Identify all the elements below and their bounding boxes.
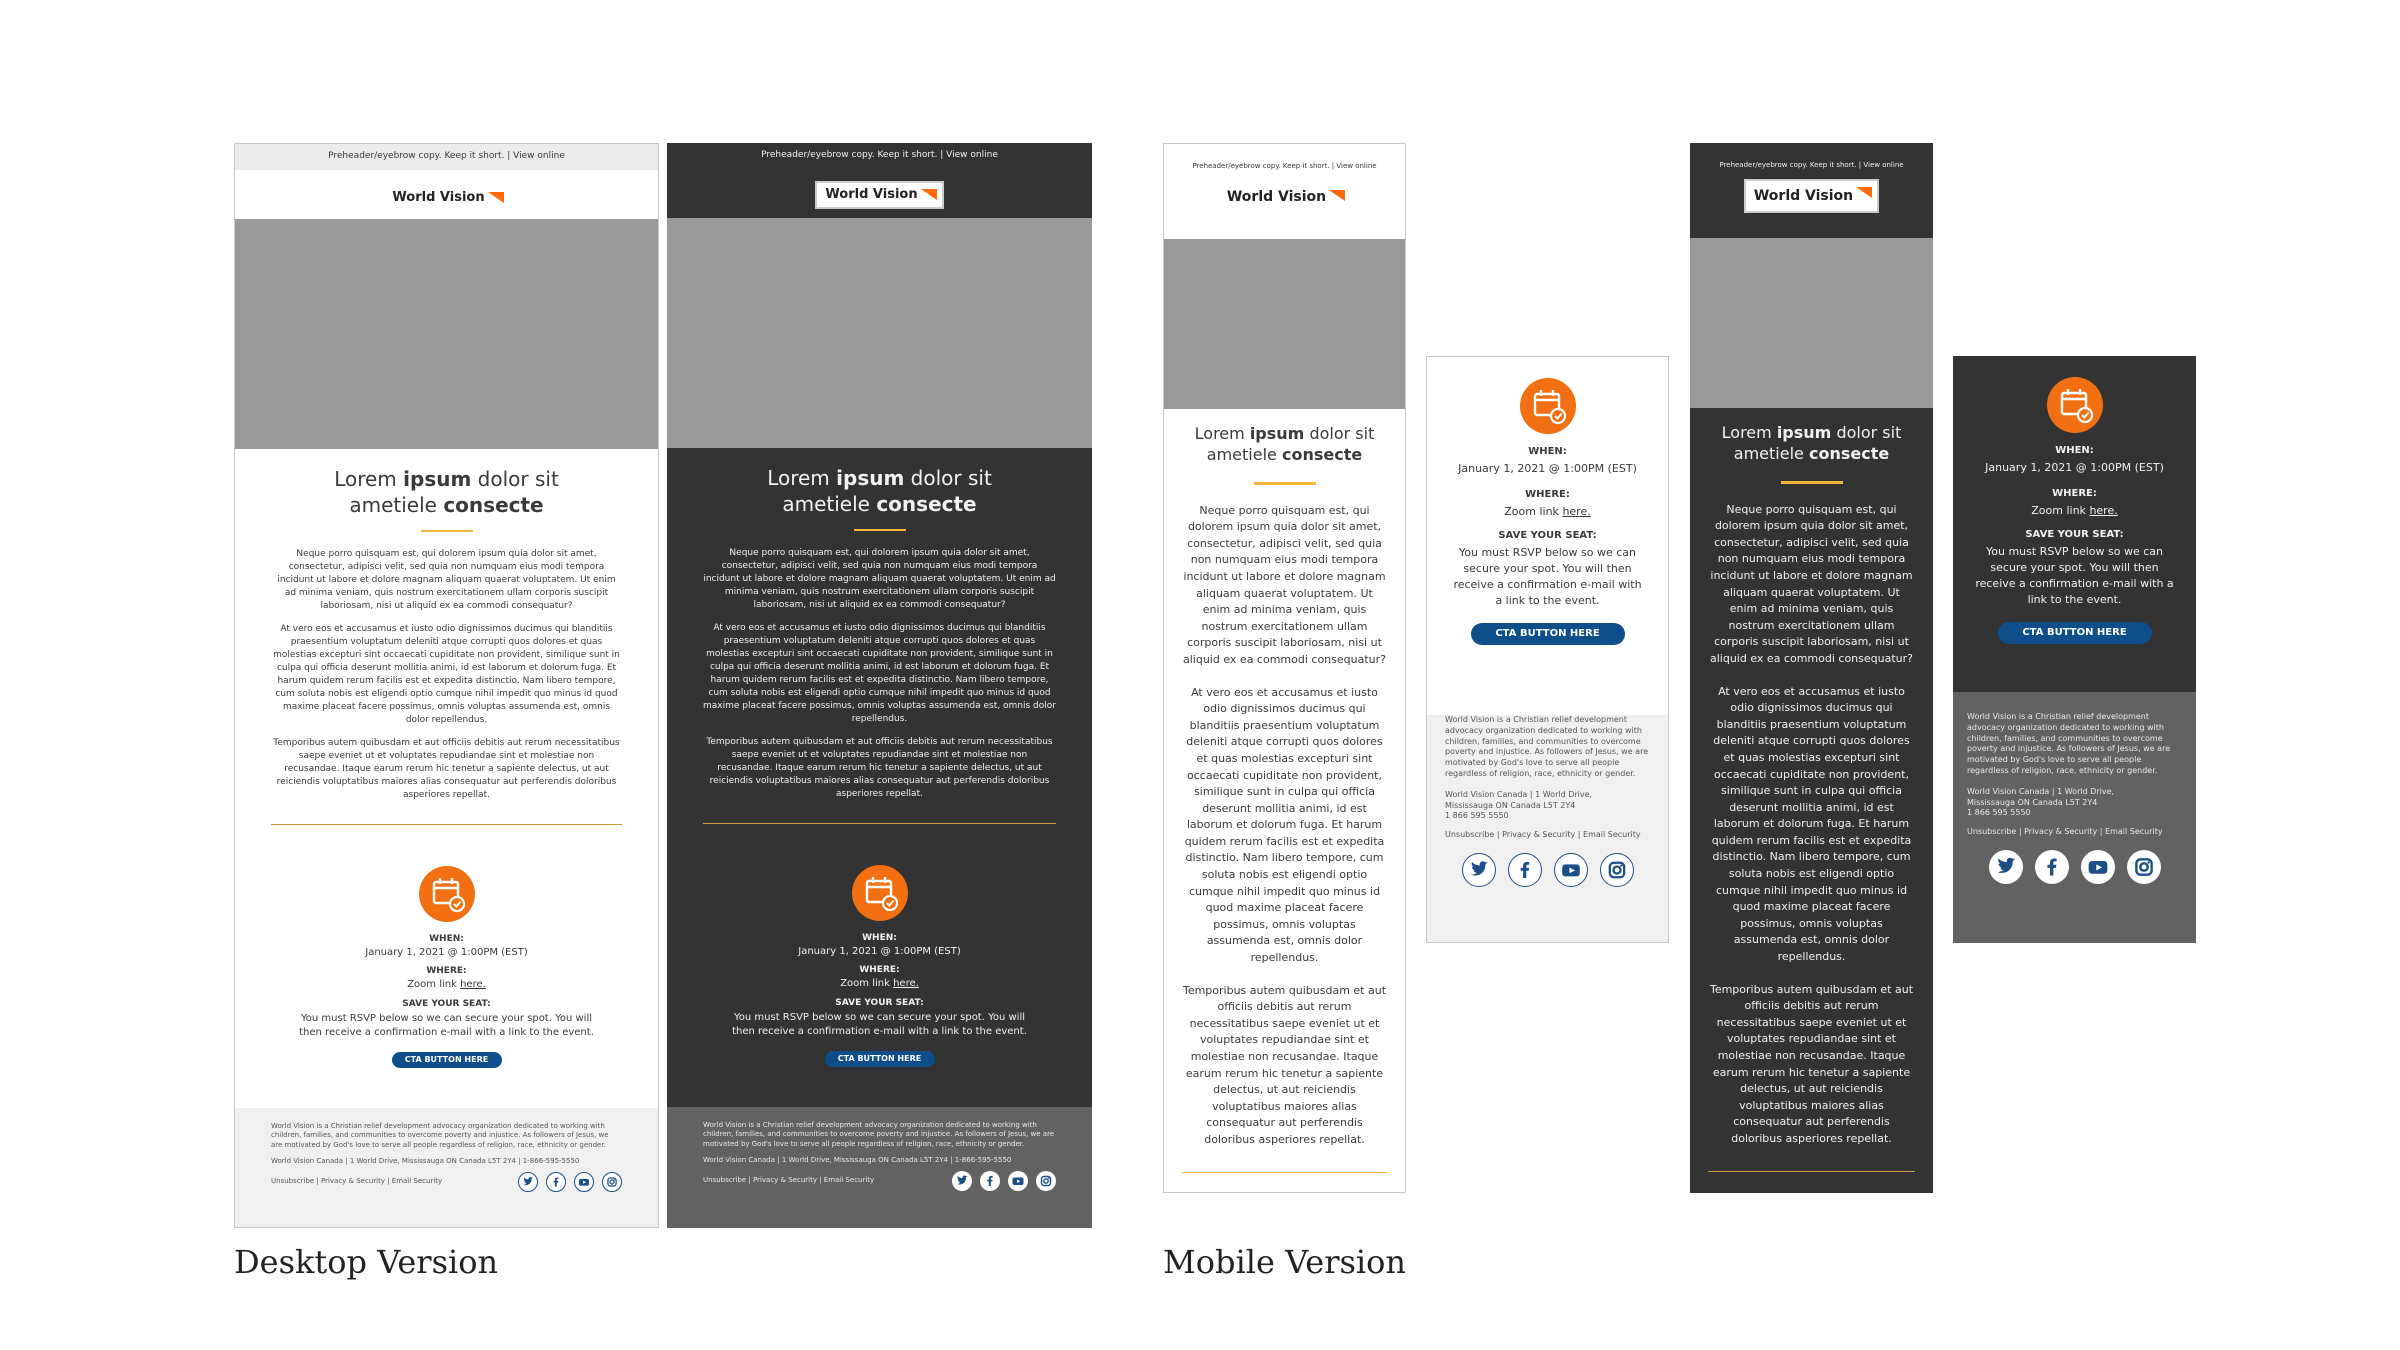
- when-label: WHEN:: [2055, 445, 2094, 456]
- save-seat-label: SAVE YOUR SEAT:: [402, 999, 491, 1009]
- email-footer: [1953, 692, 2196, 943]
- where-value: Zoom link here.: [2031, 504, 2118, 517]
- section-divider: [271, 824, 622, 825]
- footer-about: World Vision is a Christian relief development advocacy organization dedicated to working with children, families, and communities to overcome poverty and injustice. As followers of Jesus, we are motivated by God's love to serve all people regardless of religion, race, ethnicity or gender.: [271, 1122, 609, 1149]
- body-copy: Neque porro quisquam est, qui dolorem ipsum quia dolor sit amet, consectetur, adipisci velit, sed quia non numquam eius modi tempora incidunt ut labore et dolore magnam aliquam quaerat voluptatem. Ut enim ad minima veniam, quis nostrum exercitationem ullam corporis suscipit laboriosam, nisi ut aliquid ex ea commodi consequatur? At vero eos et accusamus et iusto odio dignissimos ducimus qui blanditiis praesentium voluptatum deleniti atque corrupti quos dolores et quas molestias excepturi sint occaecati cupiditate non provident, similique sunt in culpa qui officia deserunt mollitia animi, id est laborum et dolorum fuga. Et harum quidem rerum facilis est et expedita distinctio. Nam libero tempore, cum soluta nobis est eligendi optio cumque nihil impedit quo minus id quod maxime placeat facere possimus, omnis voluptas assumenda est, omnis dolor repellendus. Temporibus autem quibusdam et aut officiis debitis aut rerum necessitatibus saepe eveniet ut et voluptates repudiandae sint et molestiae non recusandae. Itaque earum rerum hic tenetur a sapiente delectus, ut aut reiciendis voluptatibus maiores alias consequatur aut perferendis doloribus asperiores repellat.: [1709, 502, 1914, 1145]
- save-seat-label: SAVE YOUR SEAT:: [1498, 530, 1597, 541]
- calendar-check-icon: [1520, 378, 1576, 434]
- cta-button[interactable]: CTA BUTTON HERE: [392, 1052, 502, 1068]
- logo-flag-icon: [1856, 187, 1872, 198]
- mobile-light-event-card: [1426, 356, 1669, 943]
- footer-about: World Vision is a Christian relief development advocacy organization dedicated to working with children, families, and communities to overcome poverty and injustice. As followers of Jesus, we are motivated by God's love to serve all people regardless of religion, race, ethnicity or gender.: [1445, 715, 1649, 778]
- preheader[interactable]: Preheader/eyebrow copy. Keep it short. | View online: [328, 151, 565, 161]
- hero-image-placeholder: [1690, 238, 1933, 408]
- world-vision-logo[interactable]: World Vision: [815, 181, 943, 209]
- twitter-icon[interactable]: [1462, 853, 1496, 887]
- facebook-icon[interactable]: [2035, 850, 2069, 884]
- hero-image-placeholder: [235, 219, 658, 449]
- save-seat-text: You must RSVP below so we can secure your spot. You will then receive a confirmation e-mail with a link to the event.: [732, 1012, 1027, 1037]
- twitter-icon[interactable]: [518, 1172, 538, 1192]
- where-value: Zoom link here.: [840, 978, 919, 989]
- footer-address-line-2: Mississauga ON Canada L5T 2Y4: [1967, 797, 2098, 807]
- mobile-dark-event-card: [1953, 356, 2196, 943]
- email-footer: [235, 1108, 658, 1228]
- footer-links[interactable]: Unsubscribe | Privacy & Security | Email Security: [1445, 830, 1641, 840]
- where-label: WHERE:: [426, 966, 467, 976]
- email-heading: Lorem ipsum dolor sit ametiele consecte: [334, 467, 559, 517]
- where-label: WHERE:: [859, 965, 900, 975]
- zoom-link[interactable]: here.: [1562, 505, 1591, 518]
- calendar-check-icon: [2047, 377, 2103, 433]
- footer-about: World Vision is a Christian relief development advocacy organization dedicated to working with children, families, and communities to overcome poverty and injustice. As followers of Jesus, we are motivated by God's love to serve all people regardless of religion, race, ethnicity or gender.: [703, 1121, 1055, 1148]
- facebook-icon[interactable]: [546, 1172, 566, 1192]
- world-vision-logo[interactable]: World Vision: [1744, 179, 1879, 213]
- world-vision-logo[interactable]: World Vision: [384, 186, 508, 210]
- instagram-icon[interactable]: [2127, 850, 2161, 884]
- email-heading: Lorem ipsum dolor sit ametiele consecte: [1194, 424, 1375, 464]
- email-footer: [1427, 715, 1668, 943]
- facebook-icon[interactable]: [1508, 853, 1542, 887]
- social-links: [1967, 850, 2182, 884]
- footer-address-line-1: World Vision Canada | 1 World Drive,: [1967, 786, 2115, 796]
- when-value: January 1, 2021 @ 1:00PM (EST): [1458, 462, 1637, 475]
- when-value: January 1, 2021 @ 1:00PM (EST): [1985, 461, 2164, 474]
- when-label: WHEN:: [862, 933, 897, 943]
- when-value: January 1, 2021 @ 1:00PM (EST): [798, 946, 961, 957]
- when-value: January 1, 2021 @ 1:00PM (EST): [365, 947, 528, 958]
- youtube-icon[interactable]: [2081, 850, 2115, 884]
- body-copy: Neque porro quisquam est, qui dolorem ipsum quia dolor sit amet, consectetur, adipisci velit, sed quia non numquam eius modi tempora incidunt ut labore et dolore magnam aliquam quaerat voluptatem. Ut enim ad minima veniam, quis nostrum exercitationem ullam corporis suscipit laboriosam, nisi ut aliquid ex ea commodi consequatur? At vero eos et accusamus et iusto odio dignissimos ducimus qui blanditiis praesentium voluptatum deleniti atque corrupti quos dolores et quas molestias excepturi sint occaecati cupiditate non provident, similique sunt in culpa qui officia deserunt mollitia animi, id est laborum et dolorum fuga. Et harum quidem rerum facilis est et expedita distinctio. Nam libero tempore, cum soluta nobis est eligendi optio cumque nihil impedit quo minus id quod maxime placeat facere possimus, omnis voluptas assumenda est, omnis dolor repellendus. Temporibus autem quibusdam et aut officiis debitis aut rerum necessitatibus saepe eveniet ut et voluptates repudiandae sint et molestiae non recusandae. Itaque earum rerum hic tenetur a sapiente delectus, ut aut reiciendis voluptatibus maiores alias consequatur aut perferendis doloribus asperiores repellat.: [1182, 503, 1387, 1146]
- footer-phone: 1 866 595 5550: [1967, 808, 2031, 818]
- logo-flag-icon: [1329, 190, 1345, 201]
- footer-links[interactable]: Unsubscribe | Privacy & Security | Email Security: [271, 1177, 443, 1186]
- footer-links[interactable]: Unsubscribe | Privacy & Security | Email Security: [703, 1176, 875, 1185]
- footer-about: World Vision is a Christian relief development advocacy organization dedicated to working with children, families, and communities to overcome poverty and injustice. As followers of Jesus, we are motivated by God's love to serve all people regardless of religion, race, ethnicity or gender.: [1967, 712, 2171, 775]
- body-copy: Neque porro quisquam est, qui dolorem ipsum quia dolor sit amet, consectetur, adipisci velit, sed quia non numquam eius modi tempora incidunt ut labore et dolore magnam aliquam quaerat voluptatem. Ut enim ad minima veniam, quis nostrum exercitationem ullam corporis suscipit laboriosam, nisi ut aliquid ex ea commodi consequatur? At vero eos et accusamus et iusto odio dignissimos ducimus qui blanditiis praesentium voluptatum deleniti atque corrupti quos dolores et quas molestias excepturi sint occaecati cupiditate non provident, similique sunt in culpa qui officia deserunt mollitia animi, id est laborum et dolorum fuga. Et harum quidem rerum facilis est et expedita distinctio. Nam libero tempore, cum soluta nobis est eligendi optio cumque nihil impedit quo minus id quod maxime placeat facere possimus, omnis voluptas assumenda est, omnis dolor repellendus. Temporibus autem quibusdam et aut officiis debitis aut rerum necessitatibus saepe eveniet ut et voluptates repudiandae sint et molestiae non recusandae. Itaque earum rerum hic tenetur a sapiente delectus, ut aut reiciendis voluptatibus maiores alias consequatur aut perferendis doloribus asperiores repellat.: [273, 549, 620, 800]
- save-seat-label: SAVE YOUR SEAT:: [835, 998, 924, 1008]
- mobile-version-caption: Mobile Version: [1163, 1243, 1407, 1281]
- youtube-icon[interactable]: [1554, 853, 1588, 887]
- logo-flag-icon: [488, 192, 504, 203]
- world-vision-logo[interactable]: World Vision: [1219, 184, 1350, 210]
- hero-image-placeholder: [667, 218, 1092, 448]
- where-label: WHERE:: [1525, 489, 1570, 500]
- preheader[interactable]: Preheader/eyebrow copy. Keep it short. | View online: [1719, 161, 1904, 169]
- footer-links[interactable]: Unsubscribe | Privacy & Security | Email Security: [1967, 827, 2163, 837]
- social-links: [1445, 853, 1650, 887]
- zoom-link[interactable]: here.: [460, 979, 486, 990]
- section-divider: [1708, 1171, 1915, 1172]
- email-heading: Lorem ipsum dolor sit ametiele consecte: [1721, 423, 1902, 463]
- section-divider: [1182, 1172, 1387, 1173]
- when-label: WHEN:: [1528, 446, 1567, 457]
- mobile-dark-email: [1690, 143, 1933, 1193]
- section-divider: [703, 823, 1056, 824]
- desktop-light-email: [234, 143, 659, 1228]
- footer-address: World Vision Canada | 1 World Drive, Mississauga ON Canada L5T 2Y4 | 1-866-595-5550: [703, 1156, 1012, 1165]
- preheader[interactable]: Preheader/eyebrow copy. Keep it short. | View online: [1192, 162, 1377, 170]
- zoom-link[interactable]: here.: [2089, 504, 2118, 517]
- twitter-icon[interactable]: [1989, 850, 2023, 884]
- youtube-icon[interactable]: [574, 1172, 594, 1192]
- save-seat-label: SAVE YOUR SEAT:: [2025, 529, 2124, 540]
- cta-button[interactable]: CTA BUTTON HERE: [1998, 622, 2152, 644]
- facebook-icon[interactable]: [980, 1171, 1000, 1191]
- cta-button[interactable]: CTA BUTTON HERE: [1471, 623, 1625, 645]
- calendar-check-icon: [419, 866, 475, 922]
- preheader[interactable]: Preheader/eyebrow copy. Keep it short. | View online: [761, 150, 998, 160]
- zoom-link[interactable]: here.: [893, 978, 919, 989]
- where-label: WHERE:: [2052, 488, 2097, 499]
- body-copy: Neque porro quisquam est, qui dolorem ipsum quia dolor sit amet, consectetur, adipisci velit, sed quia non numquam eius modi tempora incidunt ut labore et dolore magnam aliquam quaerat voluptatem. Ut enim ad minima veniam, quis nostrum exercitationem ullam corporis suscipit laboriosam, nisi ut aliquid ex ea commodi consequatur? At vero eos et accusamus et iusto odio dignissimos ducimus qui blanditiis praesentium voluptatum deleniti atque corrupti quos dolores et quas molestias excepturi sint occaecati cupiditate non provident, similique sunt in culpa qui officia deserunt mollitia animi, id est laborum et dolorum fuga. Et harum quidem rerum facilis est et expedita distinctio. Nam libero tempore, cum soluta nobis est eligendi optio cumque nihil impedit quo minus id quod maxime placeat facere possimus, omnis voluptas assumenda est, omnis dolor repellendus. Temporibus autem quibusdam et aut officiis debitis aut rerum necessitatibus saepe eveniet ut et voluptates repudiandae sint et molestiae non recusandae. Itaque earum rerum hic tenetur a sapiente delectus, ut aut reiciendis voluptatibus maiores alias consequatur aut perferendis doloribus asperiores repellat.: [703, 548, 1056, 799]
- desktop-version-caption: Desktop Version: [234, 1243, 499, 1281]
- footer-phone: 1 866 595 5550: [1445, 811, 1509, 821]
- instagram-icon[interactable]: [1036, 1171, 1056, 1191]
- calendar-check-icon: [852, 865, 908, 921]
- desktop-dark-email: [667, 143, 1092, 1228]
- social-links: [518, 1172, 622, 1192]
- logo-flag-icon: [921, 189, 937, 200]
- instagram-icon[interactable]: [602, 1172, 622, 1192]
- mobile-light-email: [1163, 143, 1406, 1193]
- twitter-icon[interactable]: [952, 1171, 972, 1191]
- hero-image-placeholder: [1164, 239, 1405, 409]
- cta-button[interactable]: CTA BUTTON HERE: [825, 1051, 935, 1067]
- save-seat-text: You must RSVP below so we can secure your spot. You will then receive a confirmation e-mail with a link to the event.: [1453, 546, 1642, 607]
- when-label: WHEN:: [429, 934, 464, 944]
- instagram-icon[interactable]: [1600, 853, 1634, 887]
- footer-address-line-1: World Vision Canada | 1 World Drive,: [1445, 789, 1593, 799]
- where-value: Zoom link here.: [407, 979, 486, 990]
- save-seat-text: You must RSVP below so we can secure your spot. You will then receive a confirmation e-mail with a link to the event.: [299, 1013, 594, 1038]
- footer-address-line-2: Mississauga ON Canada L5T 2Y4: [1445, 800, 1576, 810]
- save-seat-text: You must RSVP below so we can secure your spot. You will then receive a confirmation e-mail with a link to the event.: [1975, 545, 2174, 606]
- social-links: [952, 1171, 1056, 1191]
- youtube-icon[interactable]: [1008, 1171, 1028, 1191]
- footer-address: World Vision Canada | 1 World Drive, Mississauga ON Canada L5T 2Y4 | 1-866-595-5550: [271, 1157, 580, 1166]
- where-value: Zoom link here.: [1504, 505, 1591, 518]
- email-heading: Lorem ipsum dolor sit ametiele consecte: [767, 466, 992, 516]
- email-footer: [667, 1107, 1092, 1228]
